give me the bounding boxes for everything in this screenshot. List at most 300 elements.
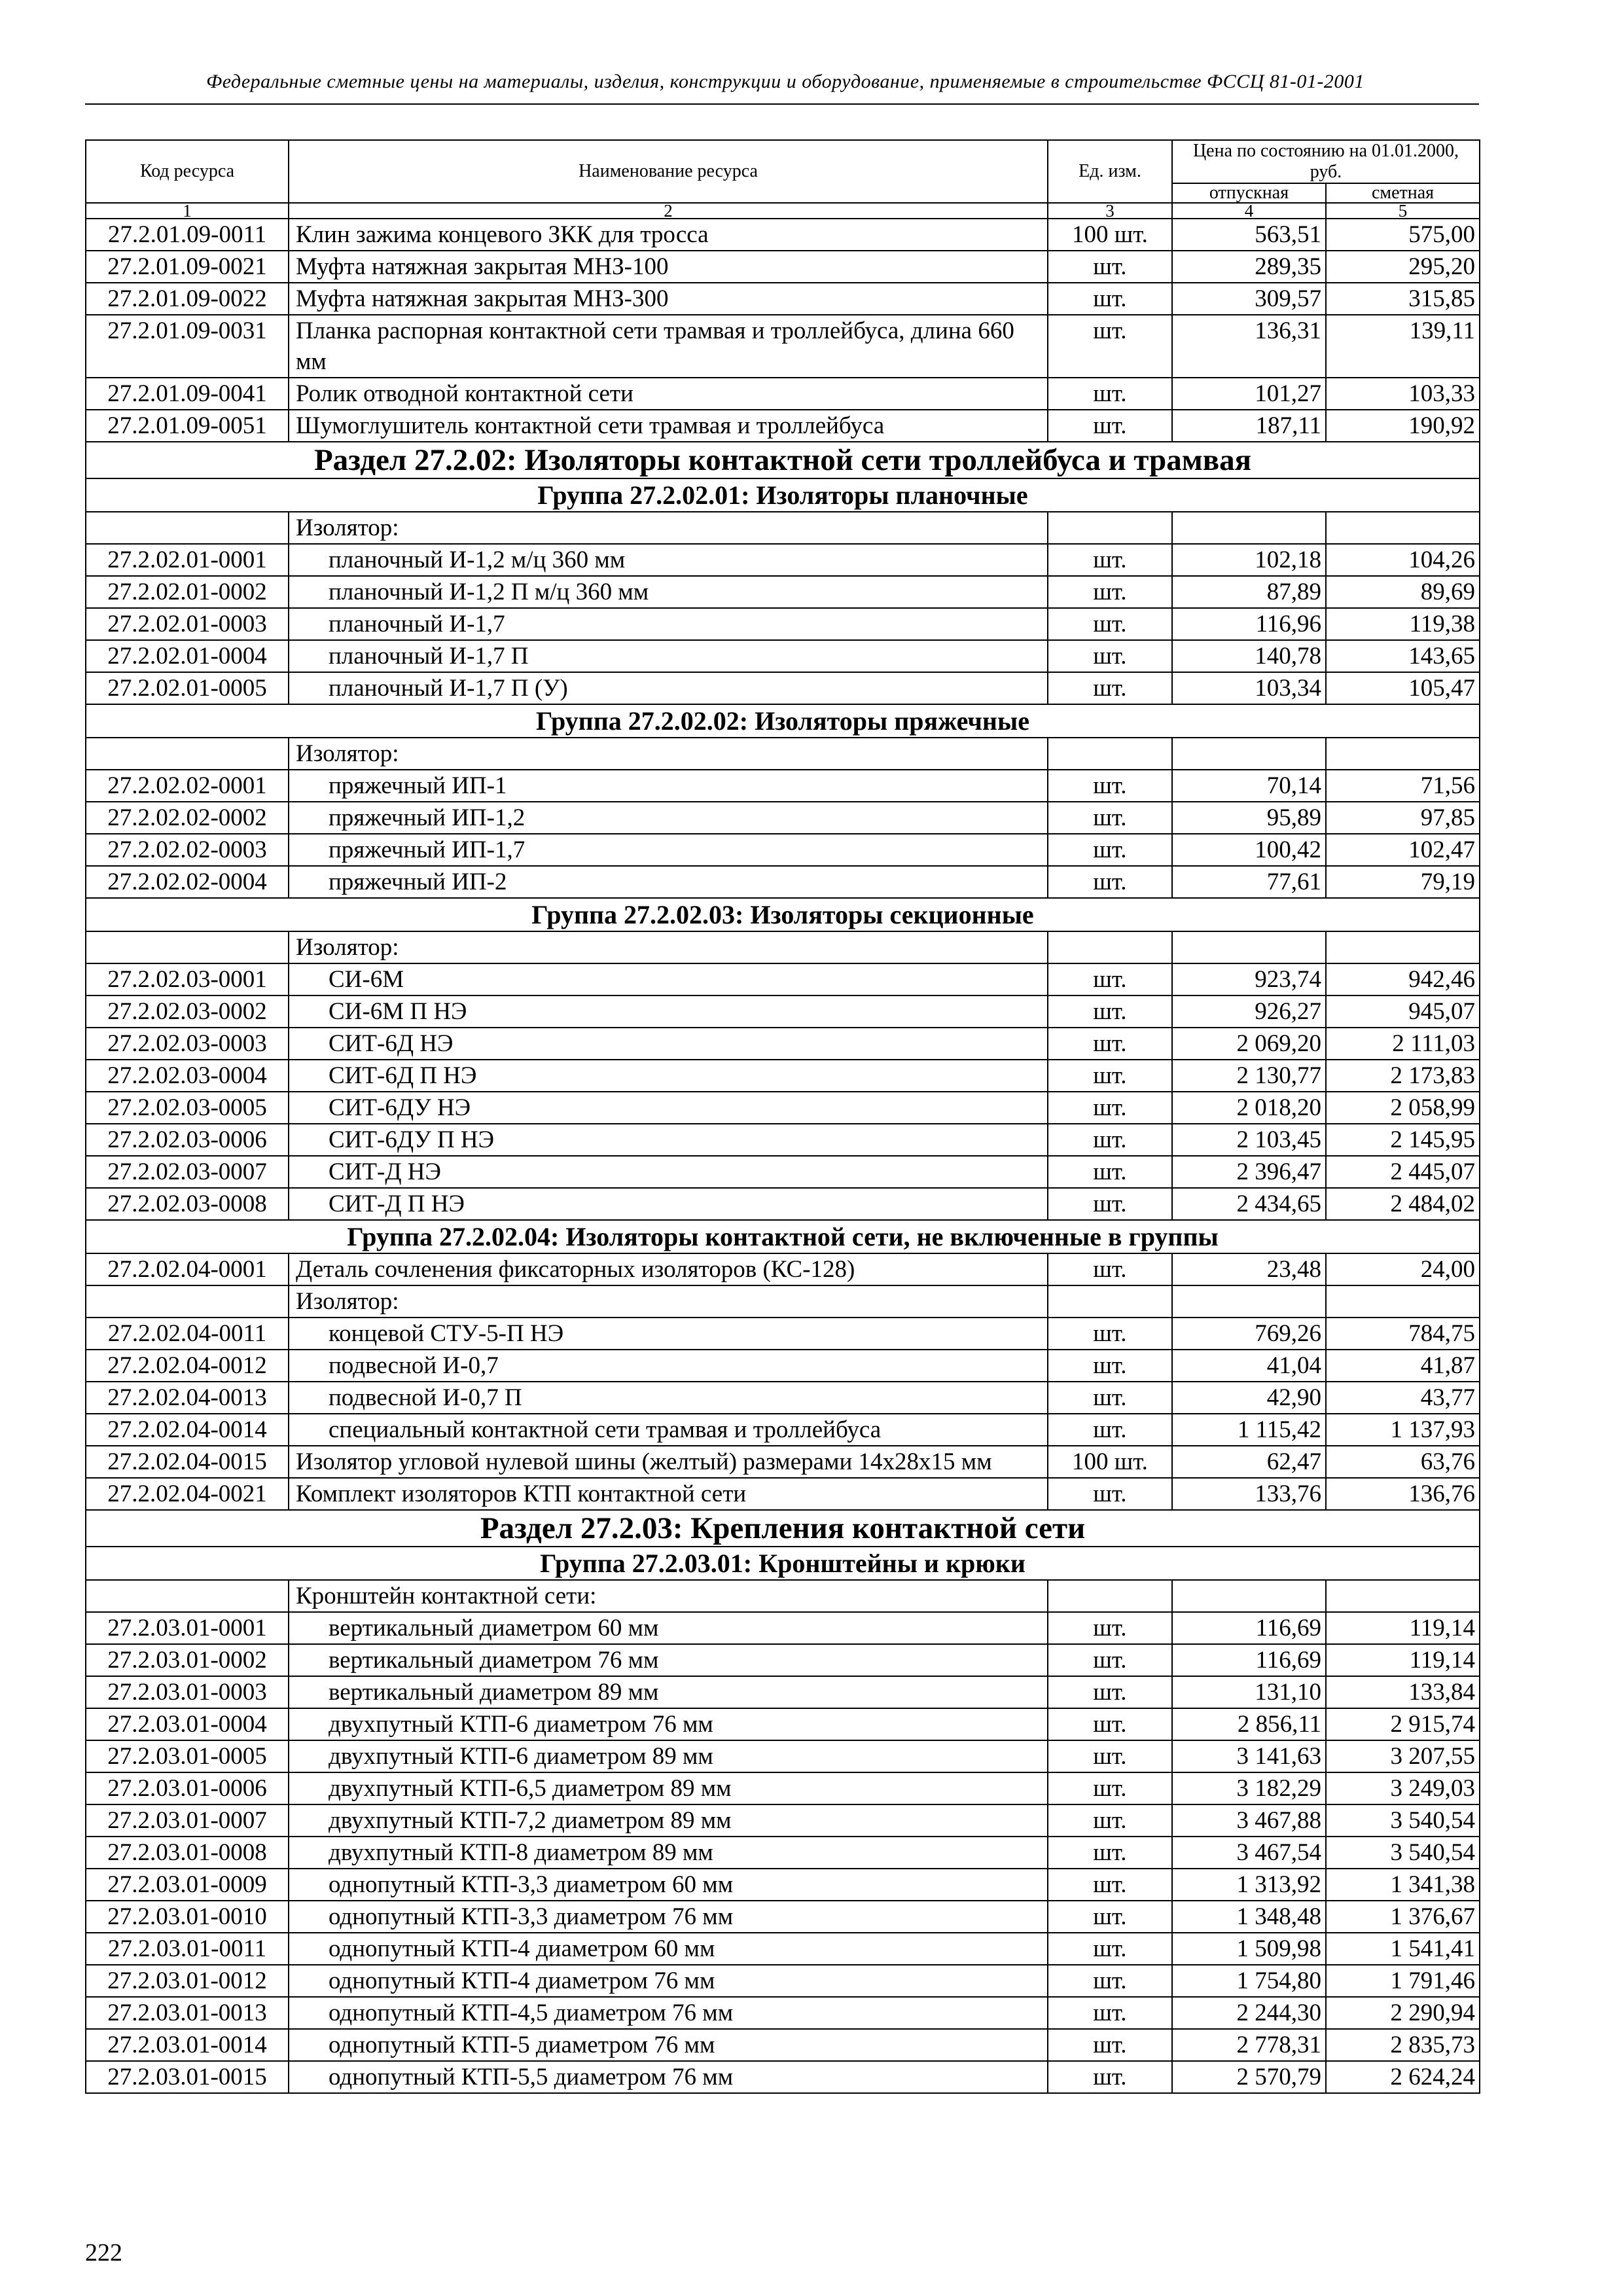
unit-cell: шт. [1048, 544, 1172, 576]
estimate-price: 2 624,24 [1326, 2061, 1480, 2093]
resource-name: планочный И-1,7 П [289, 640, 1048, 672]
release-price: 3 467,88 [1172, 1804, 1326, 1837]
unit-cell: шт. [1048, 378, 1172, 410]
resource-code: 27.2.02.03-0001 [86, 963, 289, 996]
estimate-price: 143,65 [1326, 640, 1480, 672]
unit-cell: шт. [1048, 802, 1172, 834]
resource-code: 27.2.02.01-0002 [86, 576, 289, 608]
group-title: Группа 27.2.02.04: Изоляторы контактной сети, не включенные в группы [86, 1220, 1480, 1253]
table-row [86, 219, 1480, 251]
resource-code: 27.2.02.04-0011 [86, 1318, 289, 1350]
resource-code: 27.2.03.01-0009 [86, 1869, 289, 1901]
estimate-price: 575,00 [1326, 219, 1480, 251]
resource-name: пряжечный ИП-2 [289, 866, 1048, 898]
estimate-price: 2 484,02 [1326, 1188, 1480, 1220]
release-price: 563,51 [1172, 219, 1326, 251]
table-row [86, 1124, 1480, 1156]
table-row [86, 1350, 1480, 1382]
table-row [86, 1901, 1480, 1933]
resource-name: вертикальный диаметром 76 мм [289, 1644, 1048, 1676]
release-price: 1 509,98 [1172, 1933, 1326, 1965]
release-price: 1 348,48 [1172, 1901, 1326, 1933]
unit-cell: шт. [1048, 608, 1172, 640]
table-row [86, 378, 1480, 410]
release-price: 70,14 [1172, 770, 1326, 802]
resource-name: Деталь сочленения фиксаторных изоляторов (КС-128) [289, 1253, 1048, 1285]
table-row [86, 1708, 1480, 1740]
unit-cell: шт. [1048, 251, 1172, 283]
unit-cell: шт. [1048, 2029, 1172, 2061]
resource-code: 27.2.02.04-0014 [86, 1414, 289, 1446]
estimate-price: 103,33 [1326, 378, 1480, 410]
estimate-price: 2 835,73 [1326, 2029, 1480, 2061]
table-row [86, 1997, 1480, 2029]
estimate-price: 24,00 [1326, 1253, 1480, 1285]
table-row [86, 1933, 1480, 1965]
table-row [86, 1804, 1480, 1837]
release-price: 116,69 [1172, 1612, 1326, 1644]
estimate-price: 1 341,38 [1326, 1869, 1480, 1901]
table-row [86, 576, 1480, 608]
resource-name: СИ-6М П НЭ [289, 996, 1048, 1028]
estimate-price: 942,46 [1326, 963, 1480, 996]
section-row [86, 442, 1480, 478]
estimate-price: 71,56 [1326, 770, 1480, 802]
resource-name: СИТ-6Д НЭ [289, 1028, 1048, 1060]
table-row [86, 1156, 1480, 1188]
subheading-label: Изолятор: [289, 738, 1048, 770]
empty-cell [1326, 1580, 1480, 1612]
unit-cell: шт. [1048, 770, 1172, 802]
table-row [86, 1382, 1480, 1414]
unit-cell: шт. [1048, 1124, 1172, 1156]
unit-cell: шт. [1048, 283, 1172, 315]
release-price: 100,42 [1172, 834, 1326, 866]
estimate-price: 119,14 [1326, 1612, 1480, 1644]
subheading-label: Изолятор: [289, 931, 1048, 963]
resource-code: 27.2.03.01-0012 [86, 1965, 289, 1997]
resource-code: 27.2.03.01-0005 [86, 1740, 289, 1772]
estimate-price: 2 145,95 [1326, 1124, 1480, 1156]
resource-name: СИТ-6ДУ П НЭ [289, 1124, 1048, 1156]
resource-code: 27.2.03.01-0015 [86, 2061, 289, 2093]
release-price: 2 396,47 [1172, 1156, 1326, 1188]
unit-cell: шт. [1048, 1837, 1172, 1869]
resource-code: 27.2.01.09-0031 [86, 315, 289, 378]
page-header: Федеральные сметные цены на материалы, изделия, конструкции и оборудование, применяемые в строительстве ФССЦ 81-01-2001 [206, 71, 1364, 92]
unit-cell: шт. [1048, 866, 1172, 898]
release-price: 3 141,63 [1172, 1740, 1326, 1772]
empty-cell [86, 512, 289, 544]
empty-cell [1326, 512, 1480, 544]
resource-code: 27.2.02.02-0003 [86, 834, 289, 866]
resource-code: 27.2.02.03-0007 [86, 1156, 289, 1188]
release-price: 131,10 [1172, 1676, 1326, 1708]
empty-cell [1326, 1285, 1480, 1318]
estimate-price: 133,84 [1326, 1676, 1480, 1708]
empty-cell [86, 1580, 289, 1612]
table-row [86, 963, 1480, 996]
resource-name: подвесной И-0,7 П [289, 1382, 1048, 1414]
resource-name: однопутный КТП-4,5 диаметром 76 мм [289, 1997, 1048, 2029]
release-price: 3 467,54 [1172, 1837, 1326, 1869]
section-title: Раздел 27.2.03: Крепления контактной сети [86, 1510, 1480, 1547]
estimate-price: 190,92 [1326, 410, 1480, 442]
subheading-row [86, 1580, 1480, 1612]
resource-code: 27.2.03.01-0014 [86, 2029, 289, 2061]
release-price: 769,26 [1172, 1318, 1326, 1350]
release-price: 101,27 [1172, 378, 1326, 410]
group-row [86, 1547, 1480, 1580]
resource-name: пряжечный ИП-1 [289, 770, 1048, 802]
estimate-price: 43,77 [1326, 1382, 1480, 1414]
col-number: 5 [1326, 203, 1480, 219]
unit-cell: шт. [1048, 1414, 1172, 1446]
resource-name: планочный И-1,7 [289, 608, 1048, 640]
resource-code: 27.2.03.01-0008 [86, 1837, 289, 1869]
empty-cell [1172, 1580, 1326, 1612]
resource-name: планочный И-1,2 П м/ц 360 мм [289, 576, 1048, 608]
col-code-header: Код ресурса [86, 140, 289, 203]
table-row [86, 315, 1480, 378]
estimate-price: 105,47 [1326, 672, 1480, 704]
resource-name: однопутный КТП-3,3 диаметром 76 мм [289, 1901, 1048, 1933]
table-row [86, 608, 1480, 640]
subheading-row [86, 738, 1480, 770]
unit-cell: шт. [1048, 1965, 1172, 1997]
estimate-price: 2 915,74 [1326, 1708, 1480, 1740]
resource-code: 27.2.03.01-0011 [86, 1933, 289, 1965]
resource-code: 27.2.01.09-0051 [86, 410, 289, 442]
release-price: 77,61 [1172, 866, 1326, 898]
resource-code: 27.2.02.04-0012 [86, 1350, 289, 1382]
empty-cell [1048, 512, 1172, 544]
unit-cell: шт. [1048, 672, 1172, 704]
col-number: 2 [289, 203, 1048, 219]
group-title: Группа 27.2.02.02: Изоляторы пряжечные [86, 704, 1480, 738]
release-price: 2 434,65 [1172, 1188, 1326, 1220]
table-row [86, 544, 1480, 576]
empty-cell [1048, 1285, 1172, 1318]
unit-cell: 100 шт. [1048, 219, 1172, 251]
estimate-price: 1 541,41 [1326, 1933, 1480, 1965]
resource-code: 27.2.02.01-0004 [86, 640, 289, 672]
table-row [86, 1446, 1480, 1478]
empty-cell [1172, 512, 1326, 544]
empty-cell [1048, 931, 1172, 963]
resource-code: 27.2.02.03-0005 [86, 1092, 289, 1124]
estimate-price: 1 376,67 [1326, 1901, 1480, 1933]
table-row [86, 1869, 1480, 1901]
table-row [86, 2029, 1480, 2061]
estimate-price: 2 290,94 [1326, 1997, 1480, 2029]
release-price: 136,31 [1172, 315, 1326, 378]
release-price: 2 856,11 [1172, 1708, 1326, 1740]
resource-code: 27.2.02.02-0001 [86, 770, 289, 802]
unit-cell: шт. [1048, 1772, 1172, 1804]
estimate-price: 119,14 [1326, 1644, 1480, 1676]
release-price: 23,48 [1172, 1253, 1326, 1285]
release-price: 1 115,42 [1172, 1414, 1326, 1446]
estimate-price: 89,69 [1326, 576, 1480, 608]
group-title: Группа 27.2.02.03: Изоляторы секционные [86, 898, 1480, 931]
unit-cell: шт. [1048, 1644, 1172, 1676]
group-row [86, 478, 1480, 512]
resource-name: двухпутный КТП-8 диаметром 89 мм [289, 1837, 1048, 1869]
section-title: Раздел 27.2.02: Изоляторы контактной сети троллейбуса и трамвая [86, 442, 1480, 478]
resource-name: Муфта натяжная закрытая МНЗ-100 [289, 251, 1048, 283]
table-row [86, 640, 1480, 672]
unit-cell: шт. [1048, 1028, 1172, 1060]
unit-cell: шт. [1048, 1350, 1172, 1382]
subheading-label: Изолятор: [289, 1285, 1048, 1318]
unit-cell: шт. [1048, 1382, 1172, 1414]
unit-cell: шт. [1048, 1060, 1172, 1092]
resource-code: 27.2.02.04-0021 [86, 1478, 289, 1510]
unit-cell: шт. [1048, 1997, 1172, 2029]
estimate-price: 102,47 [1326, 834, 1480, 866]
subheading-row [86, 1285, 1480, 1318]
unit-cell: шт. [1048, 1092, 1172, 1124]
release-price: 41,04 [1172, 1350, 1326, 1382]
table-row [86, 410, 1480, 442]
release-price: 62,47 [1172, 1446, 1326, 1478]
estimate-price: 2 445,07 [1326, 1156, 1480, 1188]
resource-name: вертикальный диаметром 60 мм [289, 1612, 1048, 1644]
estimate-price: 3 249,03 [1326, 1772, 1480, 1804]
unit-cell: шт. [1048, 1869, 1172, 1901]
release-price: 1 313,92 [1172, 1869, 1326, 1901]
resource-code: 27.2.03.01-0010 [86, 1901, 289, 1933]
header-rule [85, 103, 1479, 105]
resource-code: 27.2.03.01-0004 [86, 1708, 289, 1740]
subheading-label: Кронштейн контактной сети: [289, 1580, 1048, 1612]
unit-cell: шт. [1048, 1676, 1172, 1708]
resource-code: 27.2.02.02-0002 [86, 802, 289, 834]
unit-cell: шт. [1048, 963, 1172, 996]
release-price: 187,11 [1172, 410, 1326, 442]
resource-code: 27.2.02.01-0003 [86, 608, 289, 640]
unit-cell: шт. [1048, 576, 1172, 608]
resource-name: СИТ-Д П НЭ [289, 1188, 1048, 1220]
estimate-price: 2 173,83 [1326, 1060, 1480, 1092]
release-price: 103,34 [1172, 672, 1326, 704]
resource-code: 27.2.03.01-0013 [86, 1997, 289, 2029]
table-row [86, 672, 1480, 704]
resource-code: 27.2.01.09-0011 [86, 219, 289, 251]
estimate-price: 79,19 [1326, 866, 1480, 898]
estimate-price: 295,20 [1326, 251, 1480, 283]
resource-code: 27.2.03.01-0001 [86, 1612, 289, 1644]
estimate-price: 97,85 [1326, 802, 1480, 834]
table-row [86, 1676, 1480, 1708]
resource-name: специальный контактной сети трамвая и троллейбуса [289, 1414, 1048, 1446]
group-title: Группа 27.2.03.01: Кронштейны и крюки [86, 1547, 1480, 1580]
resource-code: 27.2.02.03-0003 [86, 1028, 289, 1060]
resource-code: 27.2.03.01-0002 [86, 1644, 289, 1676]
empty-cell [1048, 1580, 1172, 1612]
unit-cell: шт. [1048, 410, 1172, 442]
resource-code: 27.2.03.01-0007 [86, 1804, 289, 1837]
table-row [86, 866, 1480, 898]
table-row [86, 834, 1480, 866]
estimate-price: 41,87 [1326, 1350, 1480, 1382]
unit-cell: шт. [1048, 1188, 1172, 1220]
estimate-price: 2 111,03 [1326, 1028, 1480, 1060]
resource-name: планочный И-1,2 м/ц 360 мм [289, 544, 1048, 576]
unit-cell: шт. [1048, 1253, 1172, 1285]
resource-code: 27.2.02.02-0004 [86, 866, 289, 898]
resource-code: 27.2.03.01-0003 [86, 1676, 289, 1708]
col-number: 3 [1048, 203, 1172, 219]
resource-name: двухпутный КТП-7,2 диаметром 89 мм [289, 1804, 1048, 1837]
unit-cell: шт. [1048, 834, 1172, 866]
empty-cell [1326, 738, 1480, 770]
table-row [86, 1644, 1480, 1676]
table-row [86, 1188, 1480, 1220]
resource-name: двухпутный КТП-6 диаметром 89 мм [289, 1740, 1048, 1772]
resource-name: подвесной И-0,7 [289, 1350, 1048, 1382]
resource-name: СИТ-Д НЭ [289, 1156, 1048, 1188]
resource-name: СИ-6М [289, 963, 1048, 996]
release-price: 289,35 [1172, 251, 1326, 283]
unit-cell: шт. [1048, 1156, 1172, 1188]
release-price: 2 778,31 [1172, 2029, 1326, 2061]
release-price: 133,76 [1172, 1478, 1326, 1510]
unit-cell: шт. [1048, 640, 1172, 672]
estimate-price: 2 058,99 [1326, 1092, 1480, 1124]
resource-name: двухпутный КТП-6 диаметром 76 мм [289, 1708, 1048, 1740]
empty-cell [1172, 931, 1326, 963]
table-row [86, 1965, 1480, 1997]
unit-cell: шт. [1048, 1318, 1172, 1350]
resource-code: 27.2.01.09-0021 [86, 251, 289, 283]
empty-cell [1326, 931, 1480, 963]
group-row [86, 1220, 1480, 1253]
table-row [86, 770, 1480, 802]
group-row [86, 704, 1480, 738]
release-price: 2 130,77 [1172, 1060, 1326, 1092]
release-price: 923,74 [1172, 963, 1326, 996]
estimate-price: 136,76 [1326, 1478, 1480, 1510]
estimate-price: 315,85 [1326, 283, 1480, 315]
group-title: Группа 27.2.02.01: Изоляторы планочные [86, 478, 1480, 512]
unit-cell: шт. [1048, 2061, 1172, 2093]
resource-name: концевой СТУ-5-П НЭ [289, 1318, 1048, 1350]
estimate-price: 119,38 [1326, 608, 1480, 640]
estimate-price: 1 791,46 [1326, 1965, 1480, 1997]
group-row [86, 898, 1480, 931]
resource-name: однопутный КТП-5 диаметром 76 мм [289, 2029, 1048, 2061]
resource-name: Муфта натяжная закрытая МНЗ-300 [289, 283, 1048, 315]
release-price: 87,89 [1172, 576, 1326, 608]
resource-name: однопутный КТП-5,5 диаметром 76 мм [289, 2061, 1048, 2093]
table-row [86, 251, 1480, 283]
estimate-price: 784,75 [1326, 1318, 1480, 1350]
resource-name: Ролик отводной контактной сети [289, 378, 1048, 410]
unit-cell: шт. [1048, 1804, 1172, 1837]
estimate-price: 104,26 [1326, 544, 1480, 576]
release-price: 2 244,30 [1172, 1997, 1326, 2029]
release-price: 102,18 [1172, 544, 1326, 576]
release-price: 2 103,45 [1172, 1124, 1326, 1156]
table-row [86, 1612, 1480, 1644]
resource-code: 27.2.01.09-0041 [86, 378, 289, 410]
unit-cell: шт. [1048, 1901, 1172, 1933]
section-row [86, 1510, 1480, 1547]
unit-cell: шт. [1048, 1478, 1172, 1510]
column-numbers-row [86, 203, 1480, 219]
release-price: 2 570,79 [1172, 2061, 1326, 2093]
resource-code: 27.2.02.01-0005 [86, 672, 289, 704]
empty-cell [1172, 738, 1326, 770]
estimate-price: 3 207,55 [1326, 1740, 1480, 1772]
resource-code: 27.2.01.09-0022 [86, 283, 289, 315]
col-unit-header: Ед. изм. [1048, 140, 1172, 203]
estimate-price: 3 540,54 [1326, 1804, 1480, 1837]
estimate-price: 3 540,54 [1326, 1837, 1480, 1869]
empty-cell [1048, 738, 1172, 770]
resource-name: однопутный КТП-4 диаметром 60 мм [289, 1933, 1048, 1965]
release-price: 2 069,20 [1172, 1028, 1326, 1060]
table-row [86, 996, 1480, 1028]
release-price: 140,78 [1172, 640, 1326, 672]
subheading-row [86, 512, 1480, 544]
table-row [86, 1028, 1480, 1060]
release-price: 116,69 [1172, 1644, 1326, 1676]
table-row [86, 1318, 1480, 1350]
resource-name: однопутный КТП-4 диаметром 76 мм [289, 1965, 1048, 1997]
resource-code: 27.2.02.03-0002 [86, 996, 289, 1028]
resource-name: пряжечный ИП-1,7 [289, 834, 1048, 866]
estimate-price: 63,76 [1326, 1446, 1480, 1478]
page-number: 222 [85, 2239, 122, 2267]
resource-code: 27.2.03.01-0006 [86, 1772, 289, 1804]
unit-cell: шт. [1048, 1933, 1172, 1965]
resource-code: 27.2.02.03-0008 [86, 1188, 289, 1220]
empty-cell [86, 738, 289, 770]
table-row [86, 1092, 1480, 1124]
resource-name: вертикальный диаметром 89 мм [289, 1676, 1048, 1708]
resource-code: 27.2.02.04-0013 [86, 1382, 289, 1414]
col-estimate-header: сметная [1326, 183, 1480, 203]
estimate-price: 139,11 [1326, 315, 1480, 378]
col-number: 4 [1172, 203, 1326, 219]
resource-code: 27.2.02.04-0001 [86, 1253, 289, 1285]
empty-cell [1172, 1285, 1326, 1318]
col-name-header: Наименование ресурса [289, 140, 1048, 203]
subheading-row [86, 931, 1480, 963]
resource-name: Шумоглушитель контактной сети трамвая и троллейбуса [289, 410, 1048, 442]
table-row [86, 1478, 1480, 1510]
release-price: 95,89 [1172, 802, 1326, 834]
estimate-price: 1 137,93 [1326, 1414, 1480, 1446]
unit-cell: шт. [1048, 996, 1172, 1028]
table-row [86, 1414, 1480, 1446]
table-row [86, 1740, 1480, 1772]
resource-name: Планка распорная контактной сети трамвая и троллейбуса, длина 660 мм [289, 315, 1048, 378]
release-price: 2 018,20 [1172, 1092, 1326, 1124]
resource-name: Изолятор угловой нулевой шины (желтый) размерами 14х28х15 мм [289, 1446, 1048, 1478]
table-row [86, 2061, 1480, 2093]
unit-cell: шт. [1048, 315, 1172, 378]
unit-cell: шт. [1048, 1708, 1172, 1740]
release-price: 3 182,29 [1172, 1772, 1326, 1804]
release-price: 42,90 [1172, 1382, 1326, 1414]
release-price: 116,96 [1172, 608, 1326, 640]
resource-code: 27.2.02.03-0004 [86, 1060, 289, 1092]
resource-name: двухпутный КТП-6,5 диаметром 89 мм [289, 1772, 1048, 1804]
